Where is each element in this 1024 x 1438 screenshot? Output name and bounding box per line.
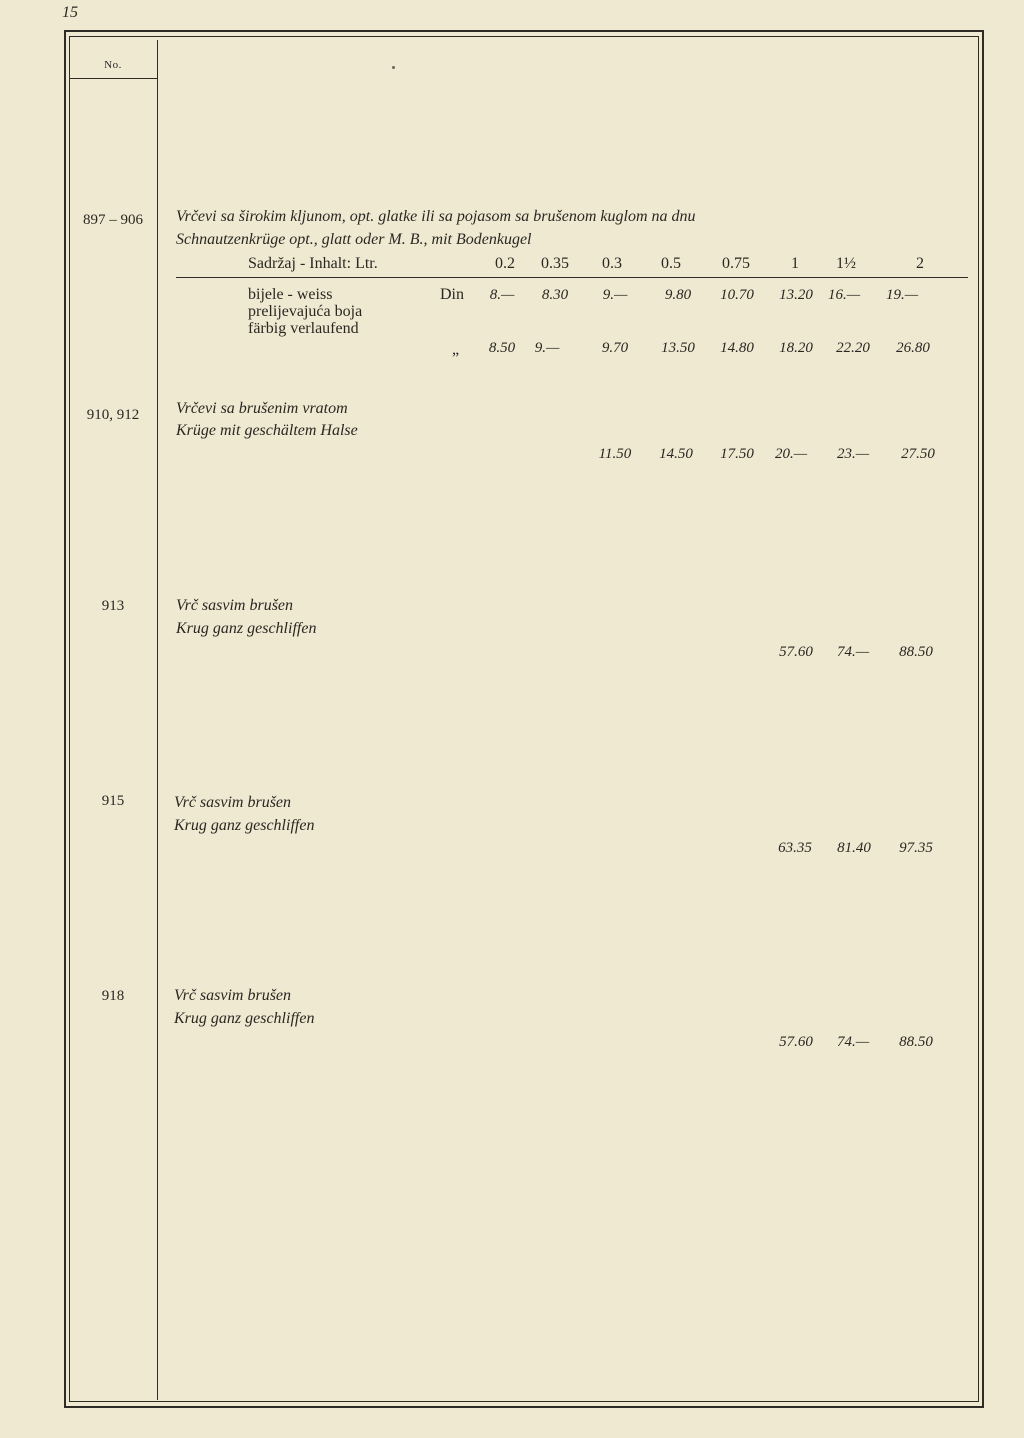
item-title-de: Schnautzenkrüge opt., glatt oder M. B., mit Bodenkugel xyxy=(176,231,532,248)
price-cell: 23.— xyxy=(836,446,870,462)
currency-label: Din xyxy=(440,286,464,303)
price-cell: 57.60 xyxy=(779,1034,813,1050)
price-cell: 14.50 xyxy=(659,446,693,462)
price-cell: 18.20 xyxy=(779,340,813,356)
row-label: bijele - weiss xyxy=(248,286,333,303)
price-cell: 9.80 xyxy=(664,287,692,303)
price-cell: 13.20 xyxy=(779,287,813,303)
item-title-de: Krug ganz geschliffen xyxy=(176,620,317,637)
item-title-hr: Vrč sasvim brušen xyxy=(174,987,292,1004)
price-cell: 26.80 xyxy=(896,340,930,356)
price-cell: 8.— xyxy=(489,287,515,303)
price-cell: 74.— xyxy=(836,644,870,660)
item-number: 915 xyxy=(101,793,125,809)
capacity-label: Sadržaj - Inhalt: Ltr. xyxy=(248,255,378,272)
item-number: 897 – 906 xyxy=(83,212,143,228)
price-cell: 9.— xyxy=(602,287,628,303)
number-column-divider xyxy=(157,40,158,1400)
price-cell: 9.— xyxy=(534,340,560,356)
capacity-value: 0.75 xyxy=(722,255,750,272)
row-label: färbig verlaufend xyxy=(248,320,359,337)
price-cell: 27.50 xyxy=(901,446,935,462)
capacity-value: 0.2 xyxy=(495,255,515,272)
item-number: 918 xyxy=(101,988,125,1004)
item-number: 913 xyxy=(101,598,125,614)
price-cell: 74.— xyxy=(836,1034,870,1050)
price-cell: 20.— xyxy=(774,446,808,462)
price-cell: 57.60 xyxy=(779,644,813,660)
item-title-de: Krug ganz geschliffen xyxy=(174,1010,315,1027)
price-cell: 22.20 xyxy=(836,340,870,356)
capacity-value: 0.3 xyxy=(602,255,622,272)
price-cell: 16.— xyxy=(827,287,861,303)
capacity-value: 0.35 xyxy=(541,255,569,272)
price-cell: 11.50 xyxy=(598,446,632,462)
dot-mark xyxy=(392,66,395,69)
item-number: 910, 912 xyxy=(86,407,140,423)
price-cell: 14.80 xyxy=(720,340,754,356)
price-cell: 10.70 xyxy=(720,287,754,303)
number-column-header-rule xyxy=(69,78,157,79)
price-cell: 88.50 xyxy=(899,644,933,660)
item-title-hr: Vrčevi sa brušenim vratom xyxy=(176,400,348,417)
item-title-hr: Vrč sasvim brušen xyxy=(174,794,292,811)
price-cell: 17.50 xyxy=(720,446,754,462)
price-cell: 81.40 xyxy=(837,840,871,856)
price-cell: 19.— xyxy=(885,287,919,303)
capacity-value: 1½ xyxy=(836,255,856,272)
capacity-value: 1 xyxy=(791,255,799,272)
item-title-hr: Vrč sasvim brušen xyxy=(176,597,294,614)
item-title-de: Krug ganz geschliffen xyxy=(174,817,315,834)
price-cell: 8.50 xyxy=(488,340,516,356)
capacity-value: 2 xyxy=(916,255,924,272)
price-cell: 88.50 xyxy=(899,1034,933,1050)
row-label: prelijevajuća boja xyxy=(248,303,363,320)
price-cell: 97.35 xyxy=(899,840,933,856)
price-cell: 63.35 xyxy=(778,840,812,856)
price-cell: 8.30 xyxy=(541,287,569,303)
page-number: 15 xyxy=(62,4,78,21)
column-header-no: No. xyxy=(104,59,122,71)
header-rule xyxy=(176,277,968,278)
item-title-hr: Vrčevi sa širokim kljunom, opt. glatke ili sa pojasom sa brušenom kuglom na dnu xyxy=(176,208,696,225)
price-cell: 13.50 xyxy=(661,340,695,356)
currency-label: „ xyxy=(452,341,460,358)
capacity-value: 0.5 xyxy=(661,255,681,272)
price-cell: 9.70 xyxy=(601,340,629,356)
item-title-de: Krüge mit geschältem Halse xyxy=(176,422,358,439)
